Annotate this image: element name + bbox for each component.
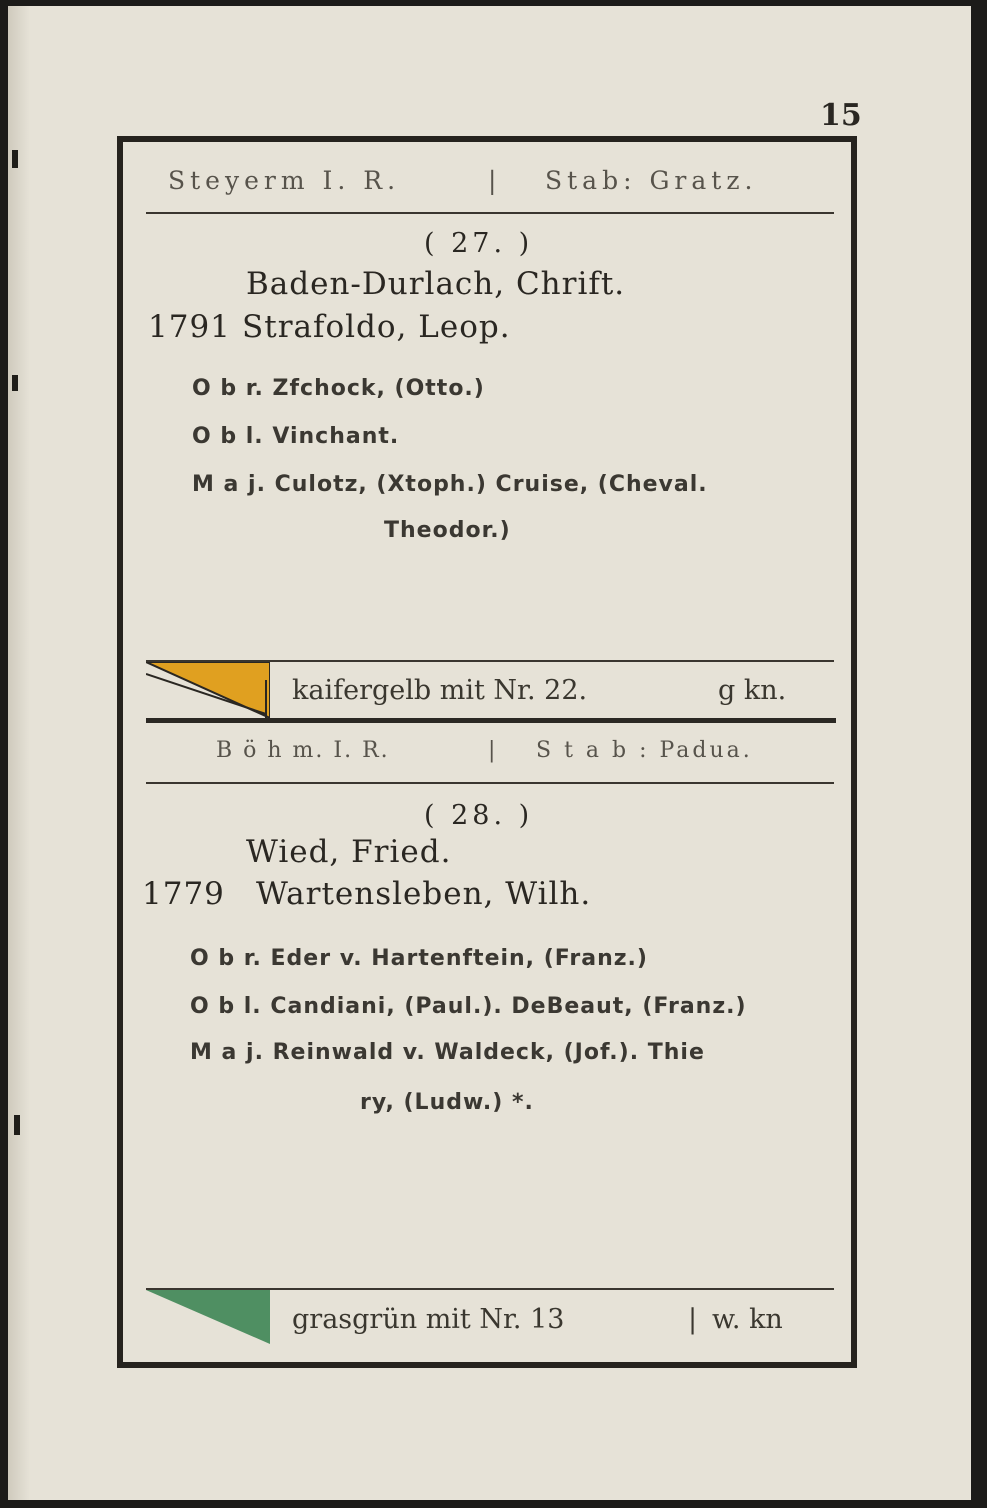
facing-color-flag [146,1290,270,1344]
band-rule-bottom [146,718,836,723]
officer-line: O b l. Vinchant. [192,424,400,449]
regiment-owner: Wied, Fried. [246,834,452,870]
header-rule [146,782,834,784]
officer-line: ry, (Ludw.) *. [360,1090,534,1115]
button-color-text: g kn. [718,675,787,706]
header-stab: S t a b : Padua. [536,738,753,763]
facing-color-text: grasgrün mit Nr. 13 [292,1304,565,1335]
second-owner: Wartensleben, Wilh. [256,876,592,912]
header-regiment: B ö h m. I. R. [216,738,390,763]
header-separator: | [488,166,502,195]
margin-mark [14,1115,20,1135]
regiment-year: 1791 [148,309,231,345]
officer-line: M a j. Reinwald v. Waldeck, (Jof.). Thie [190,1040,705,1065]
regiment-number: ( 27. ) [424,228,534,259]
band-separator: | [688,1304,698,1335]
regiment-number: ( 28. ) [424,800,534,831]
header-rule [146,212,834,214]
page-number: 15 [820,98,862,133]
header-stab: Stab: Gratz. [545,166,758,195]
header-separator: | [488,738,501,763]
officer-line: Theodor.) [384,518,511,543]
facing-color-text: kaifergelb mit Nr. 22. [292,675,588,706]
page-binding [8,6,30,1500]
officer-line: O b r. Eder v. Hartenftein, (Franz.) [190,946,648,971]
button-color-text: w. kn [712,1304,783,1335]
regiment-year: 1779 [142,876,225,912]
facing-color-flag [146,662,270,718]
officer-line: M a j. Culotz, (Xtoph.) Cruise, (Cheval. [192,472,708,497]
margin-mark [12,150,18,168]
margin-mark [12,375,18,391]
officer-line: O b l. Candiani, (Paul.). DeBeaut, (Franz.) [190,994,747,1019]
regiment-owner: Baden-Durlach, Chrift. [246,266,626,302]
officer-line: O b r. Zfchock, (Otto.) [192,376,485,401]
second-owner: Strafoldo, Leop. [242,309,511,345]
header-regiment: Steyerm I. R. [168,166,401,195]
